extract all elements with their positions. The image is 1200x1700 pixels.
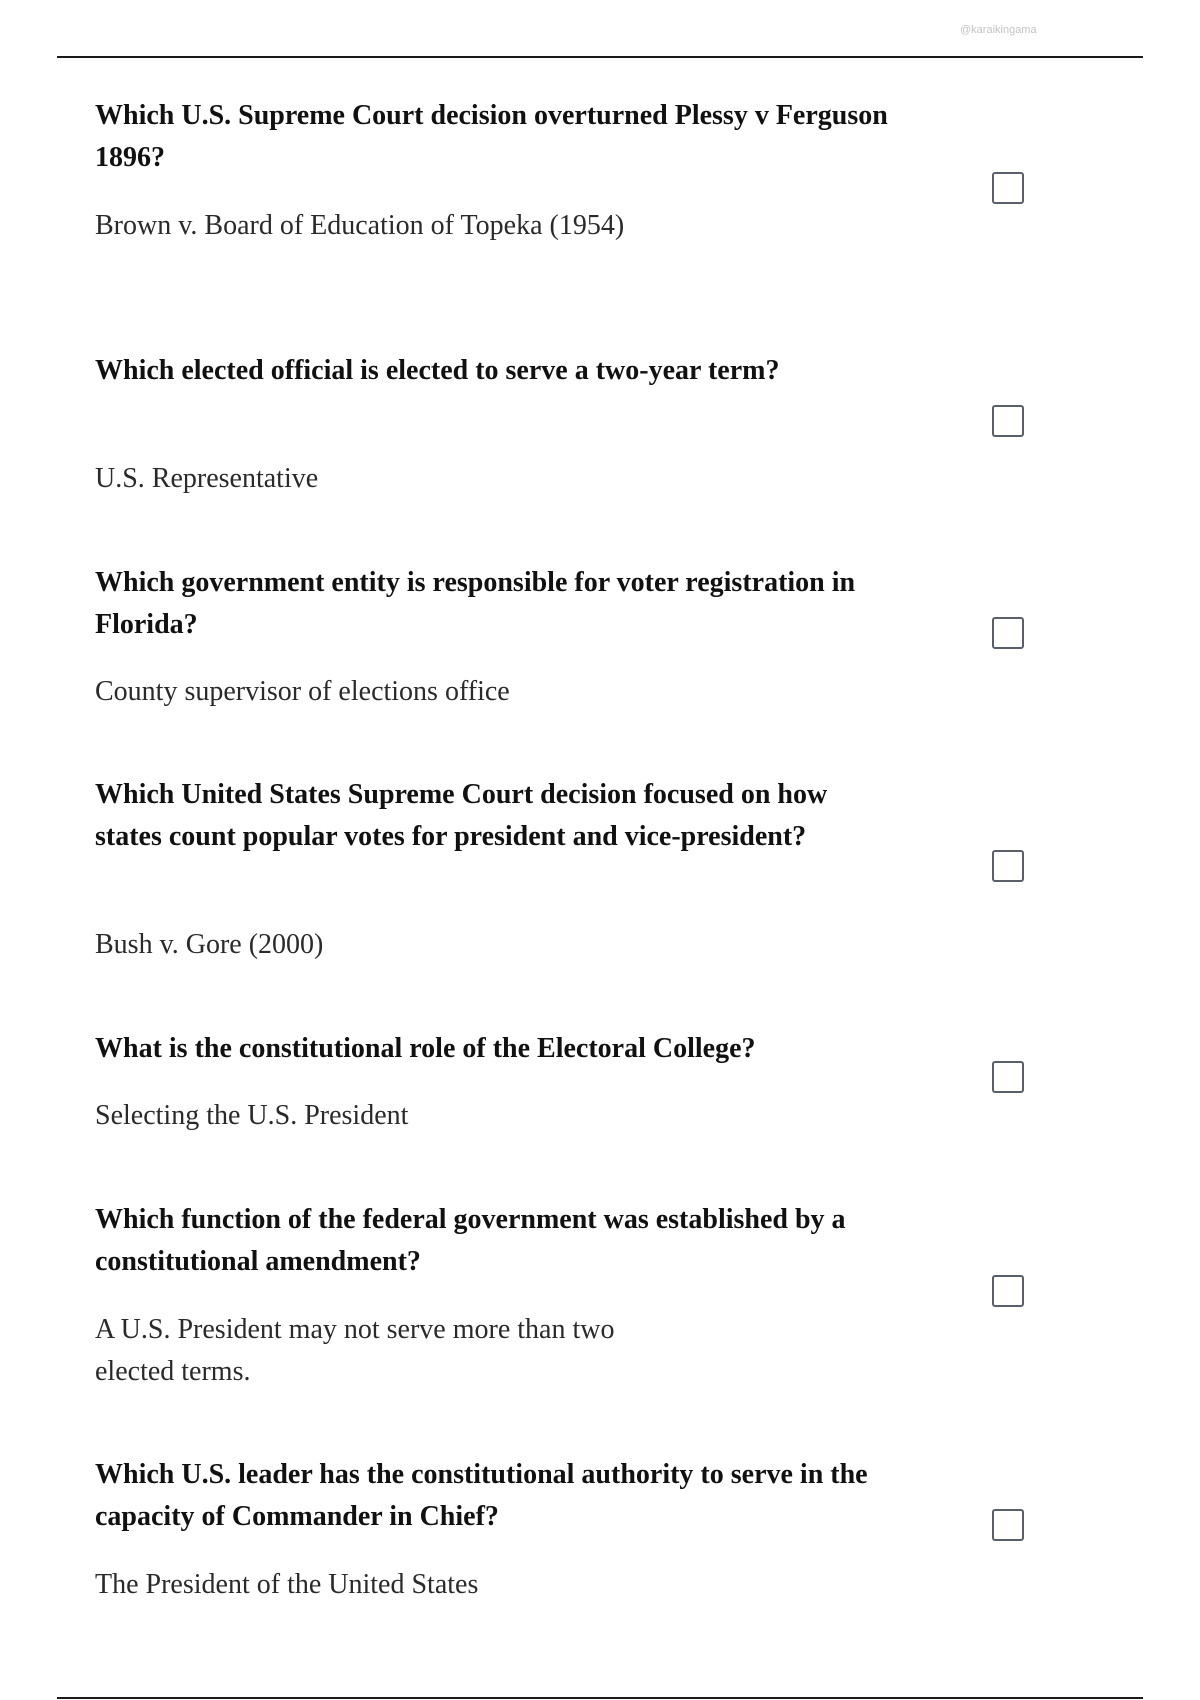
flashcard [95, 95, 1095, 241]
bottom-divider [57, 1697, 1143, 1699]
question-text: Which function of the federal government was established by a constitutional amendment? [95, 1204, 846, 1277]
flashcard [95, 1028, 1095, 1131]
flashcard [95, 562, 1095, 707]
answer-text: U.S. Representative [95, 463, 319, 494]
answer-text: Bush v. Gore (2000) [95, 929, 324, 960]
checkbox[interactable] [992, 172, 1024, 204]
flashcard [95, 350, 1095, 494]
top-divider [57, 56, 1143, 58]
flashcard [95, 1454, 1095, 1600]
question-text: Which U.S. leader has the constitutional authority to serve in the capacity of Commander in Chief? [95, 1459, 868, 1532]
checkbox[interactable] [992, 1509, 1024, 1541]
question-text: Which elected official is elected to serve a two-year term? [95, 355, 780, 386]
flashcard [95, 1199, 1095, 1387]
answer-text: Brown v. Board of Education of Topeka (1954) [95, 210, 625, 241]
answer-text: The President of the United States [95, 1569, 479, 1600]
flashcard [95, 774, 1095, 960]
answer-text: A U.S. President may not serve more than two elected terms. [95, 1314, 615, 1387]
checkbox[interactable] [992, 1061, 1024, 1093]
answer-text: County supervisor of elections office [95, 676, 510, 707]
question-text: Which United States Supreme Court decision focused on how states count popular votes for president and vice-president? [95, 779, 828, 852]
checkbox[interactable] [992, 617, 1024, 649]
question-text: Which U.S. Supreme Court decision overturned Plessy v Ferguson 1896? [95, 100, 888, 173]
checkbox[interactable] [992, 850, 1024, 882]
watermark: @karaikingama [960, 24, 1037, 36]
checkbox[interactable] [992, 1275, 1024, 1307]
answer-text: Selecting the U.S. President [95, 1100, 409, 1131]
checkbox[interactable] [992, 405, 1024, 437]
question-text: Which government entity is responsible for voter registration in Florida? [95, 567, 856, 640]
question-text: What is the constitutional role of the Electoral College? [95, 1033, 756, 1064]
